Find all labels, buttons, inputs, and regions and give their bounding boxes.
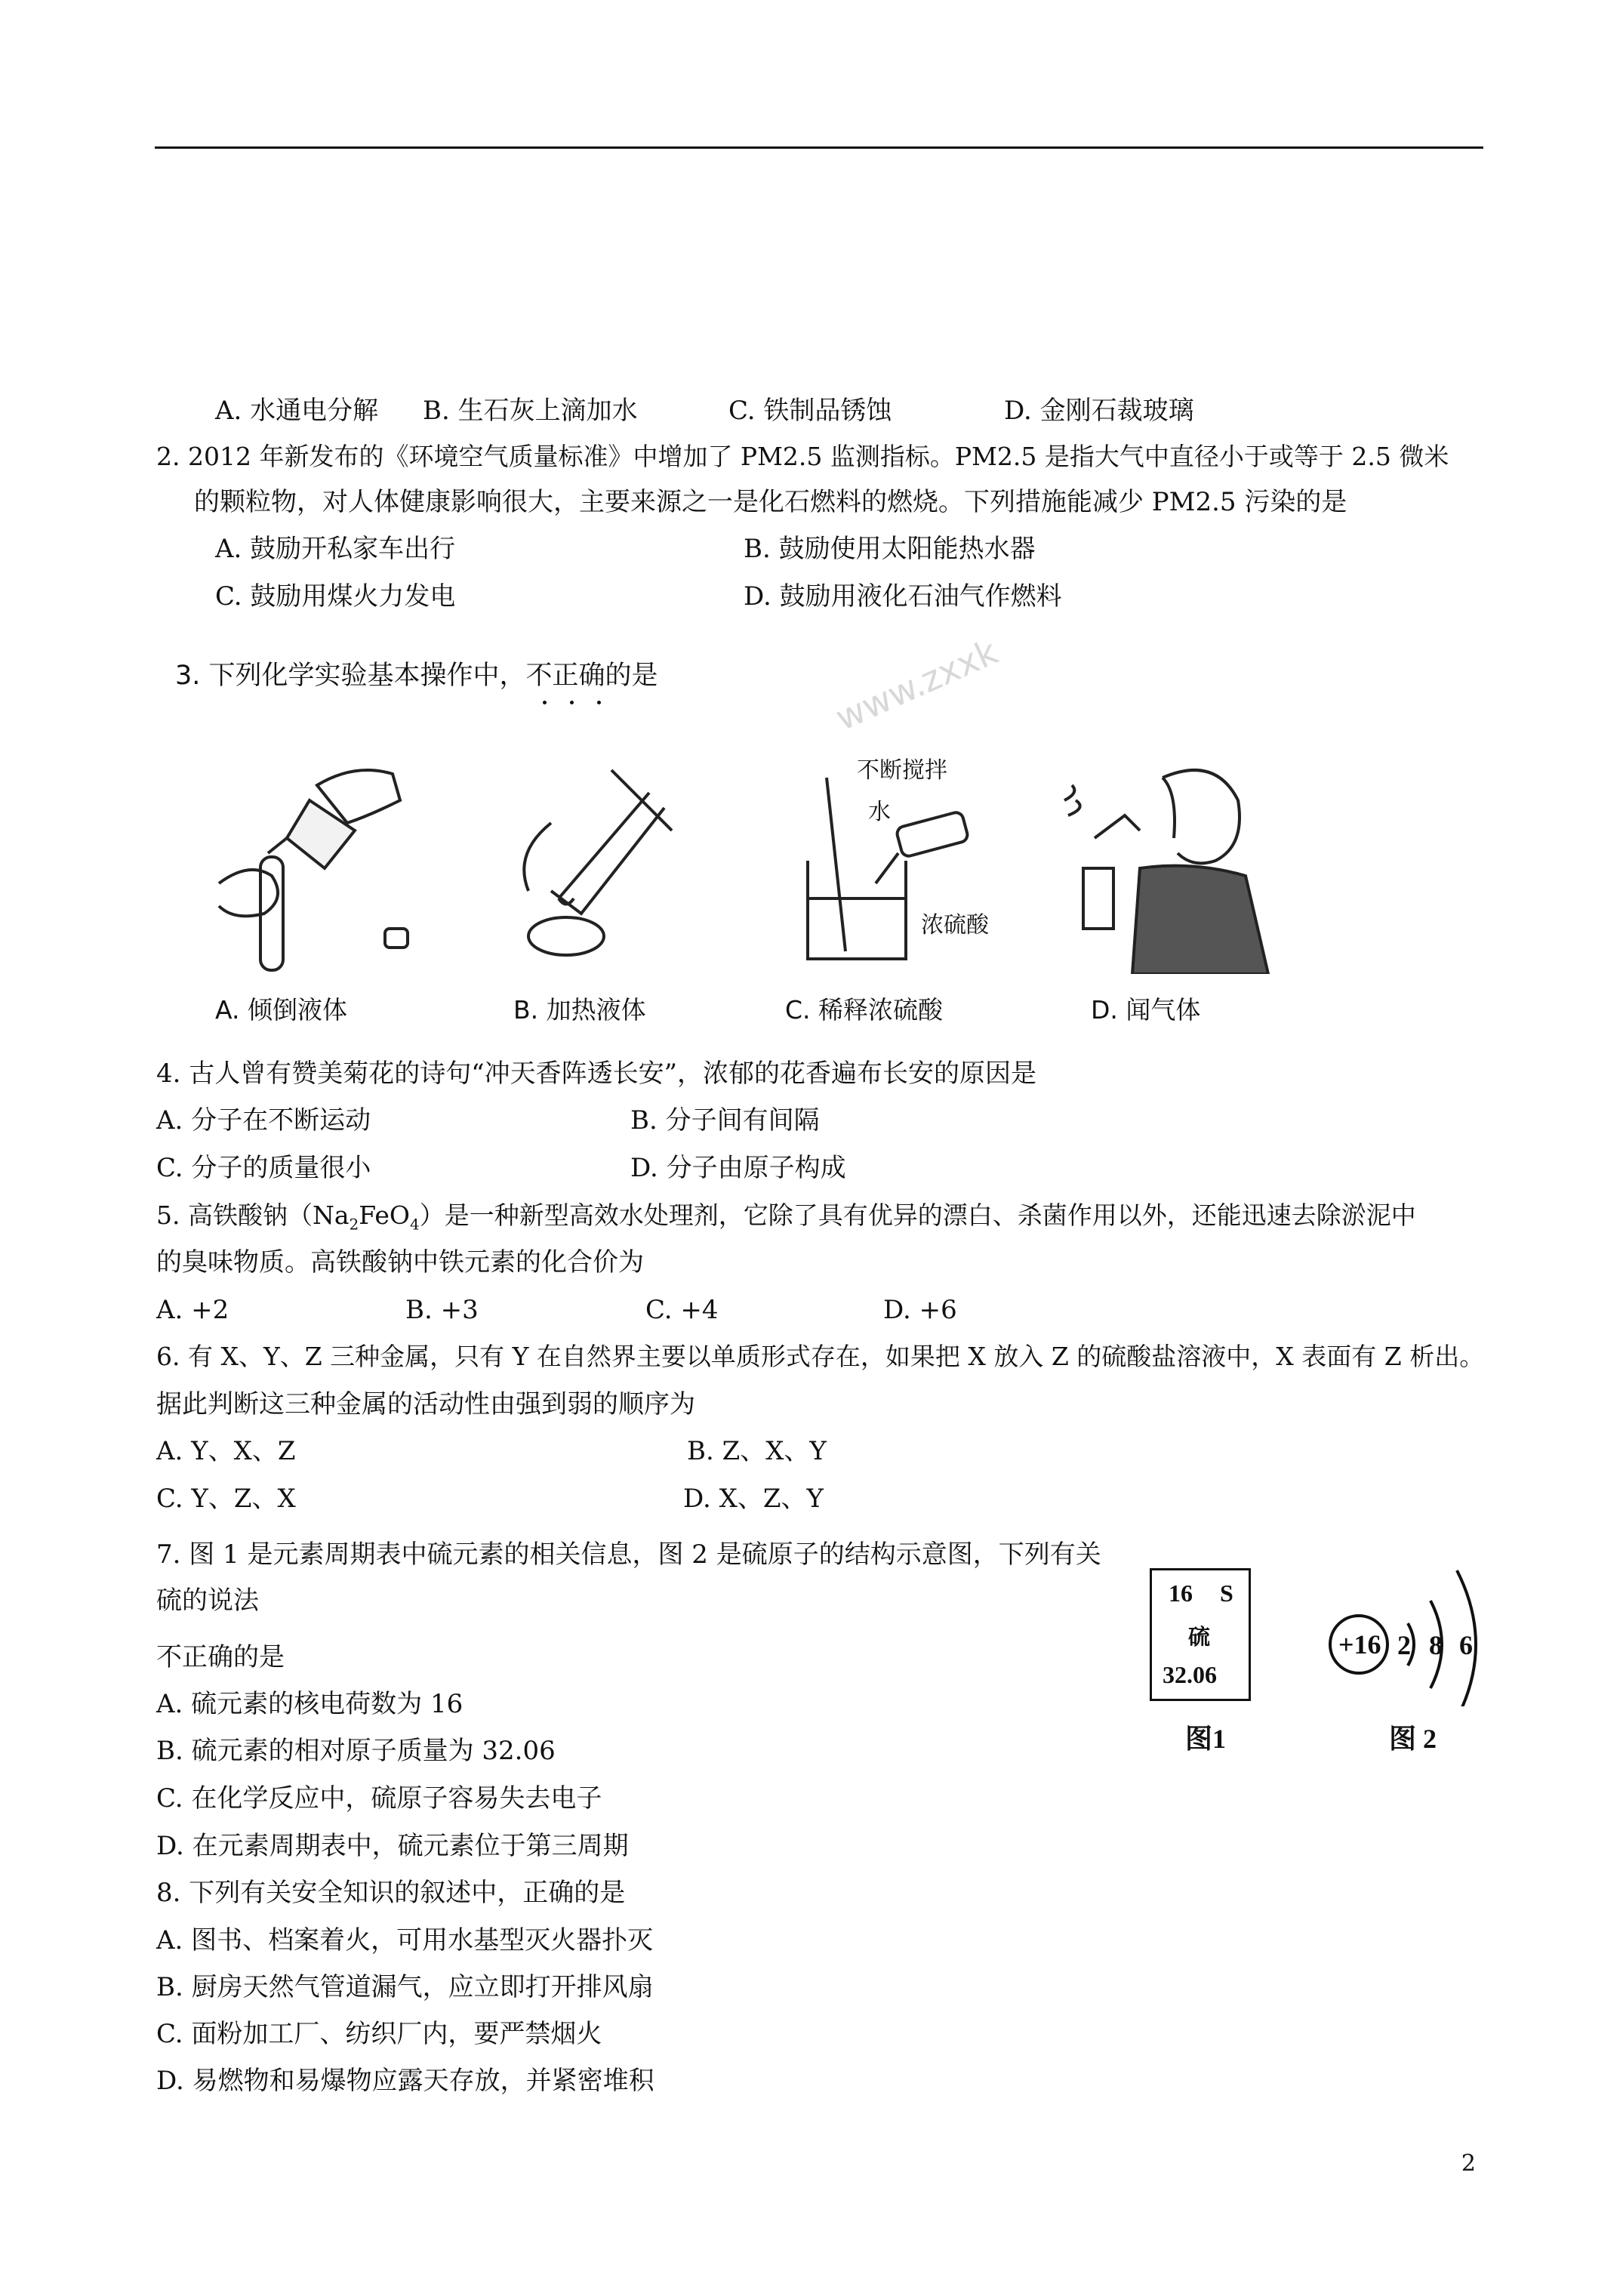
shell-3-electrons: 6	[1459, 1630, 1473, 1660]
q3-label-d: D. 闻气体	[1091, 995, 1201, 1025]
q7-option-a: A. 硫元素的核电荷数为 16	[156, 1689, 463, 1719]
c-label-acid: 浓硫酸	[921, 912, 989, 938]
q7-line3: 不正确的是	[156, 1642, 285, 1672]
q4-option-c: C. 分子的质量很小	[156, 1153, 371, 1183]
q5-line2: 的臭味物质。高铁酸钠中铁元素的化合价为	[156, 1247, 644, 1277]
q6-line1: 6. 有 X、Y、Z 三种金属，只有 Y 在自然界主要以单质形式存在，如果把 X 放入 Z 的硫酸盐溶液中，X 表面有 Z 析出。	[156, 1342, 1485, 1371]
q2-option-d: D. 鼓励用液化石油气作燃料	[744, 581, 1062, 612]
q6-option-b: B. Z、X、Y	[687, 1436, 827, 1466]
heating-liquid-illustration	[498, 747, 694, 974]
q1-option-d: D. 金刚石裁玻璃	[1004, 396, 1194, 426]
emphasis-dot	[570, 701, 574, 704]
c-label-stir: 不断搅拌	[857, 757, 947, 784]
c-label-water: 水	[868, 799, 891, 825]
shell-1-electrons: 2	[1397, 1630, 1411, 1660]
nucleus-charge: +16	[1338, 1629, 1381, 1660]
q5-option-d: D. +6	[883, 1295, 957, 1325]
q7-option-c: C. 在化学反应中，硫原子容易失去电子	[156, 1783, 602, 1814]
header-rule	[155, 146, 1483, 149]
q7-option-b: B. 硫元素的相对原子质量为 32.06	[156, 1736, 556, 1766]
q5-option-b: B. +3	[405, 1295, 479, 1325]
q7-line1: 7. 图 1 是元素周期表中硫元素的相关信息，图 2 是硫原子的结构示意图，下列有关	[156, 1539, 1101, 1570]
diluting-acid-illustration	[785, 747, 1012, 974]
emphasis-dot	[597, 701, 601, 704]
q1-option-b: B. 生石灰上滴加水	[423, 396, 638, 426]
figure-1-caption: 图1	[1185, 1724, 1227, 1754]
q2-option-a: A. 鼓励开私家车出行	[215, 534, 456, 564]
page-number: 2	[1461, 2150, 1476, 2177]
q7-line2: 硫的说法	[156, 1586, 259, 1616]
emphasis-dot	[543, 701, 547, 704]
q7-option-d: D. 在元素周期表中，硫元素位于第三周期	[156, 1831, 629, 1861]
q6-option-d: D. X、Z、Y	[683, 1484, 824, 1514]
q1-option-c: C. 铁制品锈蚀	[728, 396, 892, 426]
pouring-liquid-illustration	[204, 755, 415, 982]
figure-2-caption: 图 2	[1389, 1724, 1437, 1754]
q3-label-b: B. 加热液体	[513, 995, 646, 1025]
sulfur-element-card	[1150, 1568, 1251, 1701]
q2-line2: 的颗粒物，对人体健康影响很大，主要来源之一是化石燃料的燃烧。下列措施能减少 PM2.5 污染的是	[194, 487, 1347, 517]
watermark: www.zxxk	[829, 630, 1004, 739]
atomic-number: 16	[1169, 1579, 1193, 1607]
q8-option-c: C. 面粉加工厂、纺织厂内，要严禁烟火	[156, 2019, 602, 2049]
q3-label-c: C. 稀释浓硫酸	[785, 995, 944, 1025]
q2-option-c: C. 鼓励用煤火力发电	[215, 581, 456, 612]
element-symbol: S	[1220, 1579, 1233, 1607]
q6-line2: 据此判断这三种金属的活动性由强到弱的顺序为	[156, 1389, 695, 1419]
q4-option-d: D. 分子由原子构成	[630, 1153, 846, 1183]
q5-option-c: C. +4	[645, 1295, 719, 1325]
q2-line1: 2. 2012 年新发布的《环境空气质量标准》中增加了 PM2.5 监测指标。PM2.5 是指大气中直径小于或等于 2.5 微米	[156, 442, 1449, 471]
element-name: 硫	[1188, 1624, 1211, 1650]
q8-option-d: D. 易燃物和易爆物应露天存放，并紧密堆积	[156, 2066, 654, 2096]
q2-option-b: B. 鼓励使用太阳能热水器	[744, 534, 1036, 564]
q5-option-a: A. +2	[156, 1295, 229, 1325]
q4-stem: 4. 古人曾有赞美菊花的诗句“冲天香阵透长安”，浓郁的花香遍布长安的原因是	[156, 1059, 1037, 1089]
sulfur-atom-structure-diagram	[1325, 1548, 1498, 1706]
q8-stem: 8. 下列有关安全知识的叙述中，正确的是	[156, 1878, 626, 1908]
q4-option-b: B. 分子间有间隔	[630, 1105, 820, 1136]
q3-label-a: A. 倾倒液体	[215, 995, 347, 1025]
q6-option-c: C. Y、Z、X	[156, 1484, 296, 1514]
q4-option-a: A. 分子在不断运动	[156, 1105, 371, 1136]
q8-option-a: A. 图书、档案着火，可用水基型灭火器扑灭	[156, 1925, 654, 1955]
q5-line1: 5. 高铁酸钠$(Na_2FeO_4)$是一种新型高效水处理剂，它除了具有优异的漂白、杀菌作用以外，还能迅速去除淤泥中	[156, 1200, 1416, 1234]
q8-option-b: B. 厨房天然气管道漏气，应立即打开排风扇	[156, 1972, 654, 2002]
q6-option-a: A. Y、X、Z	[156, 1436, 296, 1466]
q3-stem: 3. 下列化学实验基本操作中，不正确的是	[175, 661, 658, 691]
shell-2-electrons: 8	[1429, 1630, 1443, 1660]
smelling-gas-illustration	[1042, 755, 1283, 974]
q1-option-a: A. 水通电分解	[215, 396, 379, 426]
atomic-mass: 32.06	[1163, 1661, 1217, 1688]
